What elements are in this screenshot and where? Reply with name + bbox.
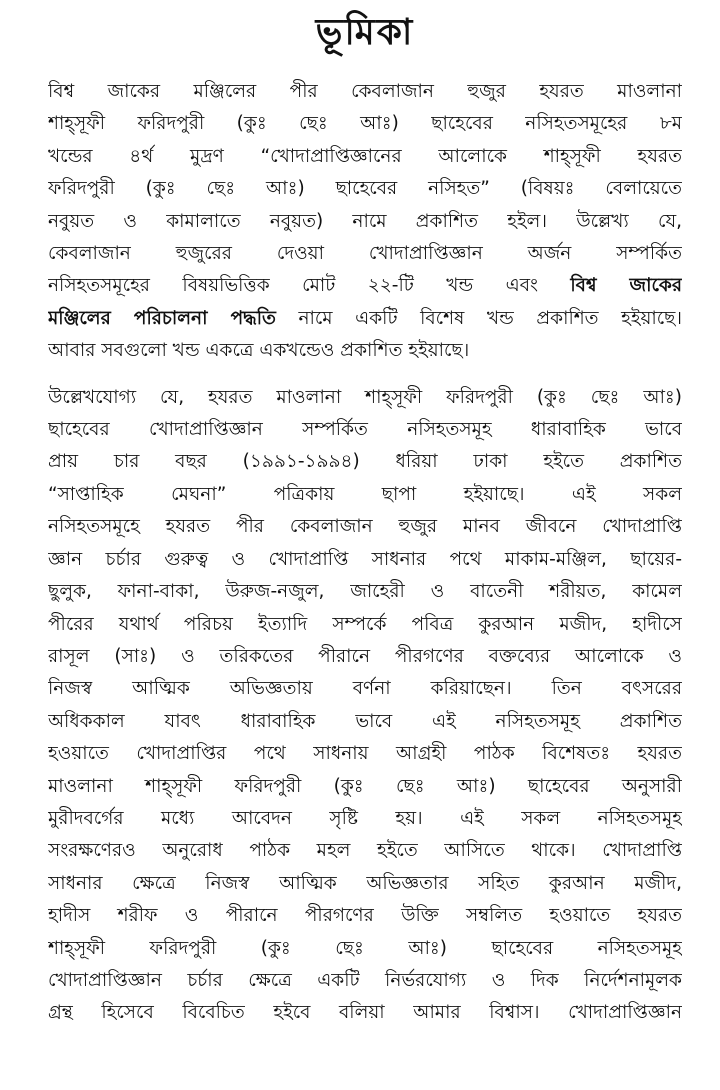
text-line: অধিককাল যাবৎ ধারাবাহিক ভাবে এই নসিহতসমূহ প্রকাশিত [48, 710, 682, 732]
text-line: নিজস্ব আত্মিক অভিজ্ঞতায় বর্ণনা করিয়াছেন। তিন বৎসরের [48, 678, 682, 700]
text-line: নসিহতসমূহের বিষয়ভিত্তিক মোট ২২-টি খন্ড এবং বিশ্ব জাকের [48, 275, 682, 297]
text-line: বিশ্ব জাকের মঞ্জিলের পীর কেবলাজান হুজুর হযরত মাওলানা [48, 81, 682, 102]
text-line: কেবলাজান হুজুরের দেওয়া খোদাপ্রাপ্তিজ্ঞান অর্জন সম্পর্কিত [48, 243, 682, 265]
text-line: খোদাপ্রাপ্তিজ্ঞান চর্চার ক্ষেত্রে একটি নির্ভরযোগ্য ও দিক নির্দেশনামূলক [48, 969, 682, 991]
paragraph-gap [48, 368, 682, 382]
text-line: গ্রন্থ হিসেবে বিবেচিত হইবে বলিয়া আমার বিশ্বাস। খোদাপ্রাপ্তিজ্ঞান [48, 1002, 682, 1024]
text-line: ফরিদপুরী (কুঃ ছেঃ আঃ) ছাহেবের নসিহত” (বিষয়ঃ বেলায়েতে [48, 178, 682, 200]
text-line: হওয়াতে খোদাপ্রাপ্তির পথে সাধনায় আগ্রহী পাঠক বিশেষতঃ হযরত [48, 743, 682, 765]
text-line: মঞ্জিলের পরিচালনা পদ্ধতি নামে একটি বিশেষ খন্ড প্রকাশিত হইয়াছে। [48, 307, 682, 329]
text-line: খন্ডের ৪র্থ মুদ্রণ “খোদাপ্রাপ্তিজ্ঞানের আলোকে শাহ্‌সূফী হযরত [48, 145, 682, 167]
text-line: জ্ঞান চর্চার গুরুত্ব ও খোদাপ্রাপ্তি সাধনার পথে মাকাম-মঞ্জিল, ছায়ের- [48, 548, 682, 570]
bold-book-title: বিশ্ব জাকের [570, 275, 682, 297]
text-line: শাহ্‌সূফী ফরিদপুরী (কুঃ ছেঃ আঃ) ছাহেবের নসিহতসমূহ [48, 937, 682, 959]
text-line: সাধনার ক্ষেত্রে নিজস্ব আত্মিক অভিজ্ঞতার সহিত কুরআন মজীদ, [48, 872, 682, 894]
text-line: আবার সবগুলো খন্ড একত্রে একখন্ডেও প্রকাশিত হইয়াছে। [48, 340, 470, 362]
text-line: প্রায় চার বছর (১৯৯১-১৯৯৪) ধরিয়া ঢাকা হইতে প্রকাশিত [48, 451, 682, 473]
text-line: মুরীদবর্গের মধ্যে আবেদন সৃষ্টি হয়। এই সকল নসিহতসমূহ [48, 807, 682, 829]
text-line: “সাপ্তাহিক মেঘনা” পত্রিকায় ছাপা হইয়াছে। এই সকল [48, 483, 682, 505]
paragraph-1 [48, 76, 682, 368]
page-title: ভূমিকা [315, 12, 415, 53]
text-line: ছুলুক, ফানা-বাকা, উরুজ-নজুল, জাহেরী ও বাতেনী শরীয়ত, কামেল [48, 581, 682, 603]
text-line: মাওলানা শাহ্‌সূফী ফরিদপুরী (কুঃ ছেঃ আঃ) ছাহেবের অনুসারী [48, 775, 682, 797]
text-line: পীরের যথার্থ পরিচয় ইত্যাদি সম্পর্কে পবিত্র কুরআন মজীদ, হাদীসে [48, 613, 682, 635]
bold-book-title: মঞ্জিলের পরিচালনা পদ্ধতি [48, 307, 276, 329]
text-line: ছাহেবের খোদাপ্রাপ্তিজ্ঞান সম্পর্কিত নসিহতসমূহ ধারাবাহিক ভাবে [48, 419, 682, 441]
paragraph-2 [48, 382, 682, 1030]
text-line: নসিহতসমূহে হযরত পীর কেবলাজান হুজুর মানব জীবনে খোদাপ্রাপ্তি [48, 516, 682, 538]
text-line: রাসূল (সাঃ) ও তরিকতের পীরানে পীরগণের বক্তব্যের আলোকে ও [48, 645, 682, 667]
text-line: হাদীস শরীফ ও পীরানে পীরগণের উক্তি সম্বলিত হওয়াতে হযরত [48, 905, 682, 927]
text-line: নবুয়ত ও কামালাতে নবুয়ত) নামে প্রকাশিত হইল। উল্লেখ্য যে, [48, 210, 682, 232]
text-line: সংরক্ষণেরও অনুরোধ পাঠক মহল হইতে আসিতে থাকে। খোদাপ্রাপ্তি [48, 840, 682, 862]
text-line: উল্লেখযোগ্য যে, হযরত মাওলানা শাহ্‌সূফী ফরিদপুরী (কুঃ ছেঃ আঃ) [48, 386, 682, 408]
text-line: শাহ্‌সূফী ফরিদপুরী (কুঃ ছেঃ আঃ) ছাহেবের নসিহতসমূহের ৮ম [48, 113, 682, 135]
